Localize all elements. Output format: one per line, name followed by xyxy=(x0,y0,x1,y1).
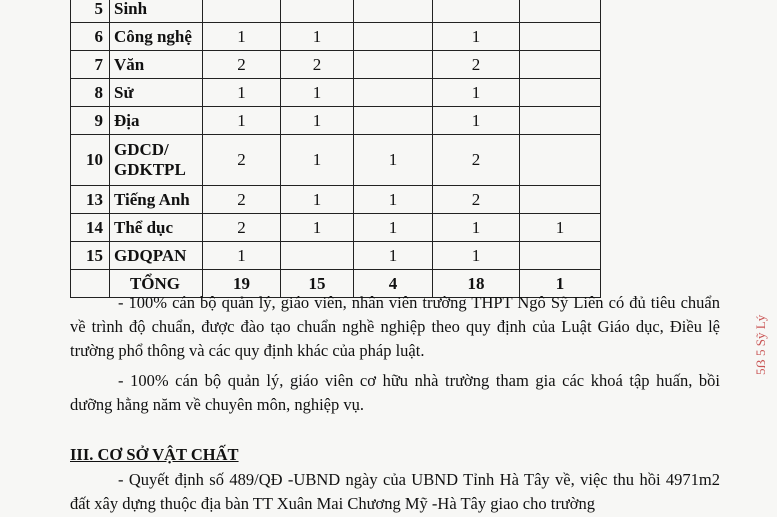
row-number: 5 xyxy=(71,0,110,23)
cell-value: 1 xyxy=(203,23,281,51)
cell-value: 1 xyxy=(281,214,354,242)
total-value: 4 xyxy=(354,270,433,298)
cell-value xyxy=(203,0,281,23)
table-row xyxy=(71,242,601,270)
cell-value: 1 xyxy=(281,107,354,135)
cell-value xyxy=(354,51,433,79)
cell-value xyxy=(520,51,601,79)
total-value: 15 xyxy=(281,270,354,298)
cell-value: 1 xyxy=(281,186,354,214)
cell-value: 1 xyxy=(354,214,433,242)
table-row xyxy=(71,79,601,107)
table-row xyxy=(71,107,601,135)
cell-value xyxy=(520,135,601,186)
row-number: 9 xyxy=(71,107,110,135)
cell-value xyxy=(354,0,433,23)
cell-value xyxy=(520,0,601,23)
table-row xyxy=(71,0,601,23)
total-value: 18 xyxy=(433,270,520,298)
table-row xyxy=(71,186,601,214)
subject-name: Thể dục xyxy=(110,214,203,242)
table-row xyxy=(71,135,601,186)
cell-value xyxy=(354,23,433,51)
table-row xyxy=(71,23,601,51)
red-stamp-mark: 5ẞ 5 Sỹ Lý xyxy=(753,314,768,375)
cell-value: 1 xyxy=(203,79,281,107)
cell-value: 1 xyxy=(520,214,601,242)
cell-value: 2 xyxy=(203,214,281,242)
cell-value xyxy=(520,242,601,270)
cell-value: 1 xyxy=(281,135,354,186)
row-number: 13 xyxy=(71,186,110,214)
subject-name: Công nghệ xyxy=(110,23,203,51)
cell-value: 1 xyxy=(433,214,520,242)
cell-value: 2 xyxy=(433,186,520,214)
cell-value: 1 xyxy=(281,79,354,107)
section-heading: III. CƠ SỞ VẬT CHẤT xyxy=(70,445,239,464)
subject-name: GDCD/ GDKTPL xyxy=(110,135,203,186)
cell-value: 1 xyxy=(433,79,520,107)
subject-name: Văn xyxy=(110,51,203,79)
cell-value: 1 xyxy=(281,23,354,51)
cell-value: 1 xyxy=(203,242,281,270)
cell-value: 2 xyxy=(203,186,281,214)
subject-name: Tiếng Anh xyxy=(110,186,203,214)
row-number: 10 xyxy=(71,135,110,186)
staff-table xyxy=(70,0,601,298)
cell-value: 2 xyxy=(203,135,281,186)
paragraph-text: - 100% cán bộ quản lý, giáo viên, nhân viên trường THPT Ngô Sỹ Liên có đủ tiêu chuẩn về trình độ chuẩn, được đào tạo chuẩn nghề nghiệp theo quy định của Luật Giáo dục, Điều lệ trường phổ thông và các quy định khác của pháp luật. xyxy=(70,293,720,360)
cell-value xyxy=(520,186,601,214)
cell-value: 1 xyxy=(433,242,520,270)
cell-value xyxy=(520,79,601,107)
total-value: 1 xyxy=(520,270,601,298)
cell-value: 1 xyxy=(354,135,433,186)
cell-value: 2 xyxy=(203,51,281,79)
cell-value xyxy=(520,107,601,135)
row-number: 8 xyxy=(71,79,110,107)
paragraph-staff-qualification xyxy=(70,291,720,363)
cell-value: 1 xyxy=(354,242,433,270)
cell-value: 2 xyxy=(433,135,520,186)
cell-value xyxy=(520,23,601,51)
cell-value: 1 xyxy=(433,23,520,51)
paragraph-training xyxy=(70,369,720,417)
subject-name: Địa xyxy=(110,107,203,135)
paragraph-text: - 100% cán bộ quản lý, giáo viên cơ hữu nhà trường tham gia các khoá tập huấn, bồi dưỡng hằng năm về chuyên môn, nghiệp vụ. xyxy=(70,371,720,414)
cell-value: 1 xyxy=(354,186,433,214)
row-number: 7 xyxy=(71,51,110,79)
cell-value: 1 xyxy=(433,107,520,135)
cell-value xyxy=(354,79,433,107)
cell-value: 1 xyxy=(203,107,281,135)
cell-value: 2 xyxy=(433,51,520,79)
subject-name: GDQPAN xyxy=(110,242,203,270)
row-number: 15 xyxy=(71,242,110,270)
cell-value xyxy=(281,242,354,270)
row-number: 6 xyxy=(71,23,110,51)
table-row xyxy=(71,51,601,79)
cell-value xyxy=(433,0,520,23)
cell-value: 2 xyxy=(281,51,354,79)
total-value: 19 xyxy=(203,270,281,298)
subject-name: Sinh xyxy=(110,0,203,23)
paragraph-decision xyxy=(70,468,720,516)
cell-value xyxy=(281,0,354,23)
table-row xyxy=(71,214,601,242)
paragraph-text: - Quyết định số 489/QĐ -UBND ngày của UBND Tỉnh Hà Tây về, việc thu hồi 4971m2 đất xây dựng thuộc địa bàn TT Xuân Mai Chương Mỹ -Hà Tây giao cho trường xyxy=(70,470,720,513)
cell-value xyxy=(354,107,433,135)
total-label: TỔNG xyxy=(110,270,203,298)
subject-name: Sử xyxy=(110,79,203,107)
row-number: 14 xyxy=(71,214,110,242)
